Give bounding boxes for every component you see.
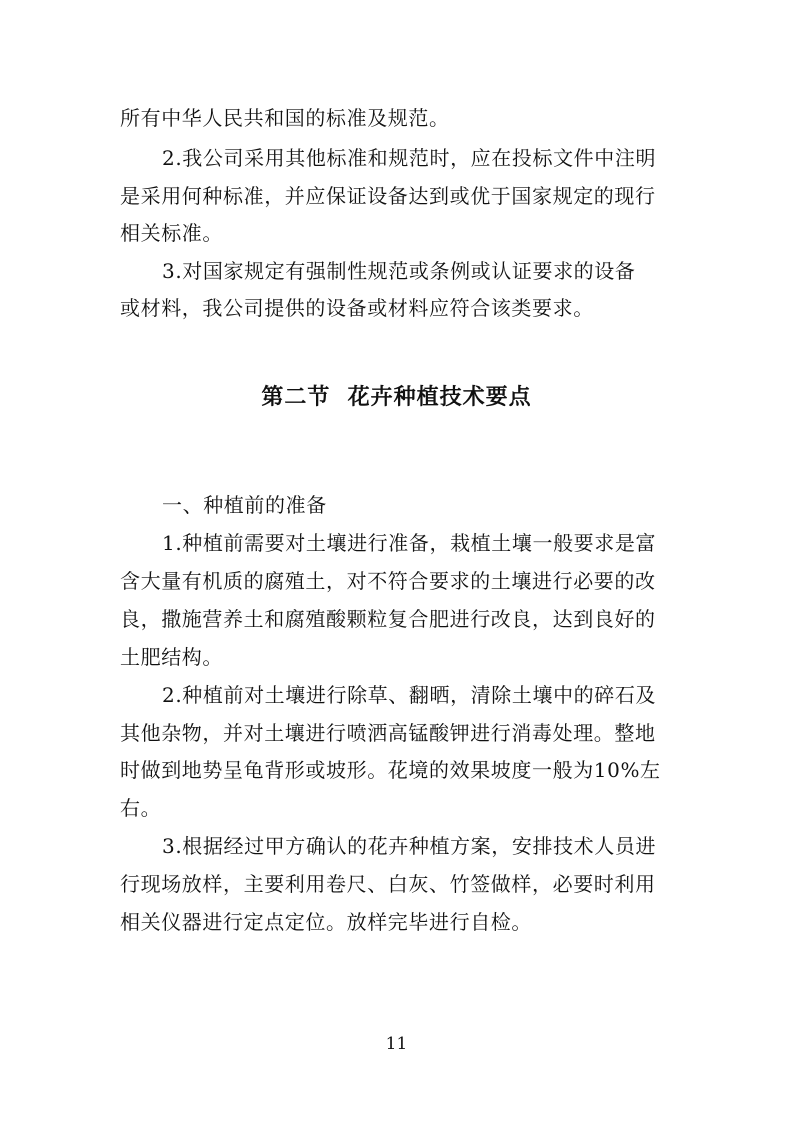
paragraph-line: 其他杂物，并对土壤进行喷洒高锰酸钾进行消毒处理。整地 <box>120 721 656 745</box>
paragraph-line: 3.对国家规定有强制性规范或条例或认证要求的设备 <box>162 259 636 283</box>
paragraph-line: 是采用何种标准，并应保证设备达到或优于国家规定的现行 <box>120 184 656 208</box>
paragraph-line: 或材料，我公司提供的设备或材料应符合该类要求。 <box>120 296 594 320</box>
paragraph-line: 时做到地势呈龟背形或坡形。花境的效果坡度一般为10%左 <box>120 758 661 782</box>
paragraph-line: 相关标准。 <box>120 221 223 245</box>
paragraph-line: 3.根据经过甲方确认的花卉种植方案，安排技术人员进 <box>162 834 657 858</box>
subsection-title: 一、种植前的准备 <box>162 493 327 517</box>
paragraph-line: 2.我公司采用其他标准和规范时，应在投标文件中注明 <box>162 146 657 170</box>
paragraph-line: 1.种植前需要对土壤进行准备，栽植土壤一般要求是富 <box>162 531 657 555</box>
paragraph-line: 行现场放样，主要利用卷尺、白灰、竹签做样，必要时利用 <box>120 872 656 896</box>
paragraph-line: 含大量有机质的腐殖土，对不符合要求的土壤进行必要的改 <box>120 569 656 593</box>
section-heading: 第二节 花卉种植技术要点 <box>261 385 532 410</box>
paragraph-line: 土肥结构。 <box>120 645 223 669</box>
paragraph-line: 所有中华人民共和国的标准及规范。 <box>120 106 450 130</box>
paragraph-line: 相关仪器进行定点定位。放样完毕进行自检。 <box>120 910 532 934</box>
paragraph-line: 2.种植前对土壤进行除草、翻晒，清除土壤中的碎石及 <box>162 683 657 707</box>
page-number: 11 <box>385 1034 408 1054</box>
paragraph-line: 良，撒施营养土和腐殖酸颗粒复合肥进行改良，达到良好的 <box>120 607 656 631</box>
paragraph-line: 右。 <box>120 796 162 820</box>
